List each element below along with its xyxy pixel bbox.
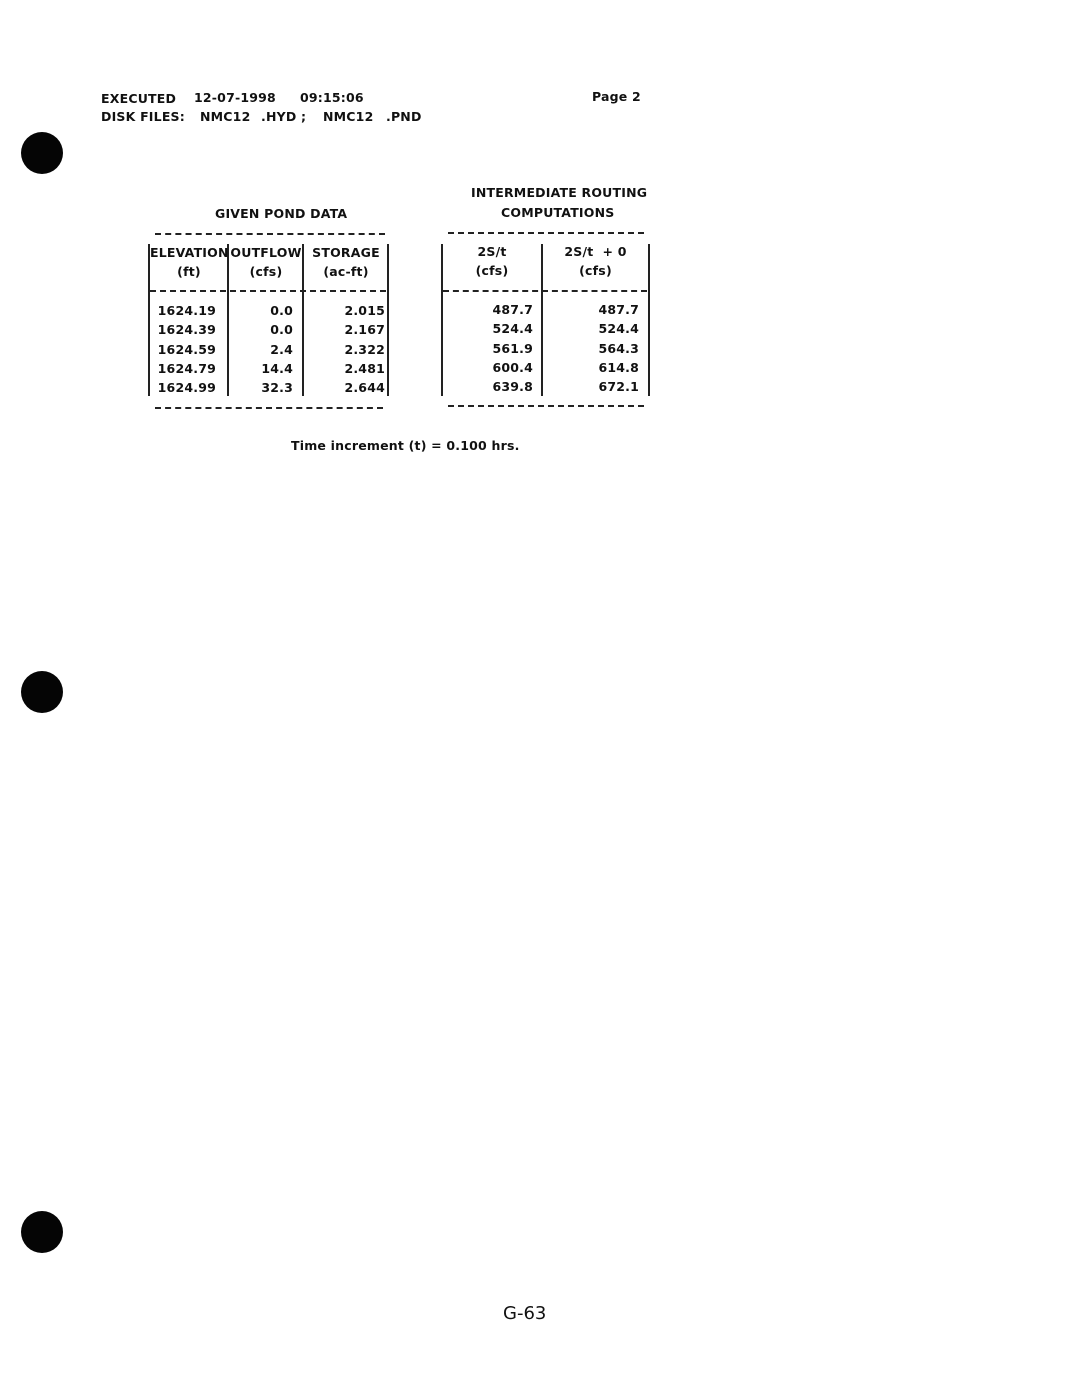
executed-date: 12-07-1998: [194, 90, 276, 105]
page-label: Page 2: [592, 89, 641, 104]
elevation-cell: 1624.59: [157, 342, 216, 357]
page-number: G-63: [503, 1303, 547, 1324]
storage-cell: 2.644: [344, 380, 385, 395]
2st-cell: 639.8: [492, 379, 533, 394]
elevation-cell: 1624.19: [157, 303, 216, 318]
routing-top-rule: [448, 232, 644, 234]
storage-cell: 2.167: [344, 322, 385, 337]
2st-plus-o-cell: 524.4: [598, 321, 639, 336]
col-header-2st: 2S/t: [477, 244, 507, 259]
elevation-cell: 1624.99: [157, 380, 216, 395]
outflow-cell: 32.3: [261, 380, 293, 395]
col-unit-outflow: (cfs): [249, 264, 283, 279]
outflow-cell: 0.0: [270, 303, 293, 318]
outflow-cell: 2.4: [270, 342, 293, 357]
2st-plus-o-cell: 564.3: [598, 341, 639, 356]
2st-plus-o-cell: 487.7: [598, 302, 639, 317]
2st-cell: 524.4: [492, 321, 533, 336]
executed-time: 09:15:06: [300, 90, 364, 105]
pond-top-rule: [155, 233, 385, 235]
pond-bottom-rule: [155, 407, 383, 409]
pond-header-rule: [150, 290, 386, 292]
2st-plus-o-cell: 672.1: [598, 379, 639, 394]
time-increment-note: Time increment (t) = 0.100 hrs.: [291, 438, 520, 453]
disk-file-1-ext: .HYD ;: [261, 109, 307, 124]
col-header-2st-plus-o: 2S/t + 0: [564, 244, 627, 259]
binder-hole-middle: [21, 671, 63, 713]
elevation-cell: 1624.79: [157, 361, 216, 376]
storage-cell: 2.322: [344, 342, 385, 357]
col-unit-elevation: (ft): [177, 264, 201, 279]
binder-hole-bottom: [21, 1211, 63, 1253]
elevation-cell: 1624.39: [157, 322, 216, 337]
storage-cell: 2.015: [344, 303, 385, 318]
col-unit-2st-plus-o: (cfs): [579, 263, 612, 278]
routing-header-rule: [443, 290, 647, 292]
2st-cell: 487.7: [492, 302, 533, 317]
disk-file-1: NMC12: [200, 109, 251, 124]
disk-files-label: DISK FILES:: [101, 109, 185, 124]
routing-bottom-rule: [448, 405, 644, 407]
storage-cell: 2.481: [344, 361, 385, 376]
executed-label: EXECUTED: [101, 91, 177, 106]
disk-file-2-ext: .PND: [386, 109, 422, 124]
2st-plus-o-cell: 614.8: [598, 360, 639, 375]
routing-title-line2: COMPUTATIONS: [501, 205, 615, 220]
col-header-storage: STORAGE: [312, 245, 380, 260]
routing-title-line1: INTERMEDIATE ROUTING: [471, 185, 648, 200]
binder-hole-top: [21, 132, 63, 174]
2st-cell: 561.9: [492, 341, 533, 356]
pond-table-title: GIVEN POND DATA: [215, 206, 348, 221]
disk-file-2: NMC12: [323, 109, 374, 124]
routing-border-right: [648, 244, 650, 396]
2st-cell: 600.4: [492, 360, 533, 375]
col-unit-2st: (cfs): [475, 263, 509, 278]
col-unit-storage: (ac-ft): [323, 264, 369, 279]
outflow-cell: 14.4: [261, 361, 293, 376]
col-header-outflow: OUTFLOW: [230, 245, 302, 260]
col-header-elevation: ELEVATION: [150, 245, 229, 260]
outflow-cell: 0.0: [270, 322, 293, 337]
